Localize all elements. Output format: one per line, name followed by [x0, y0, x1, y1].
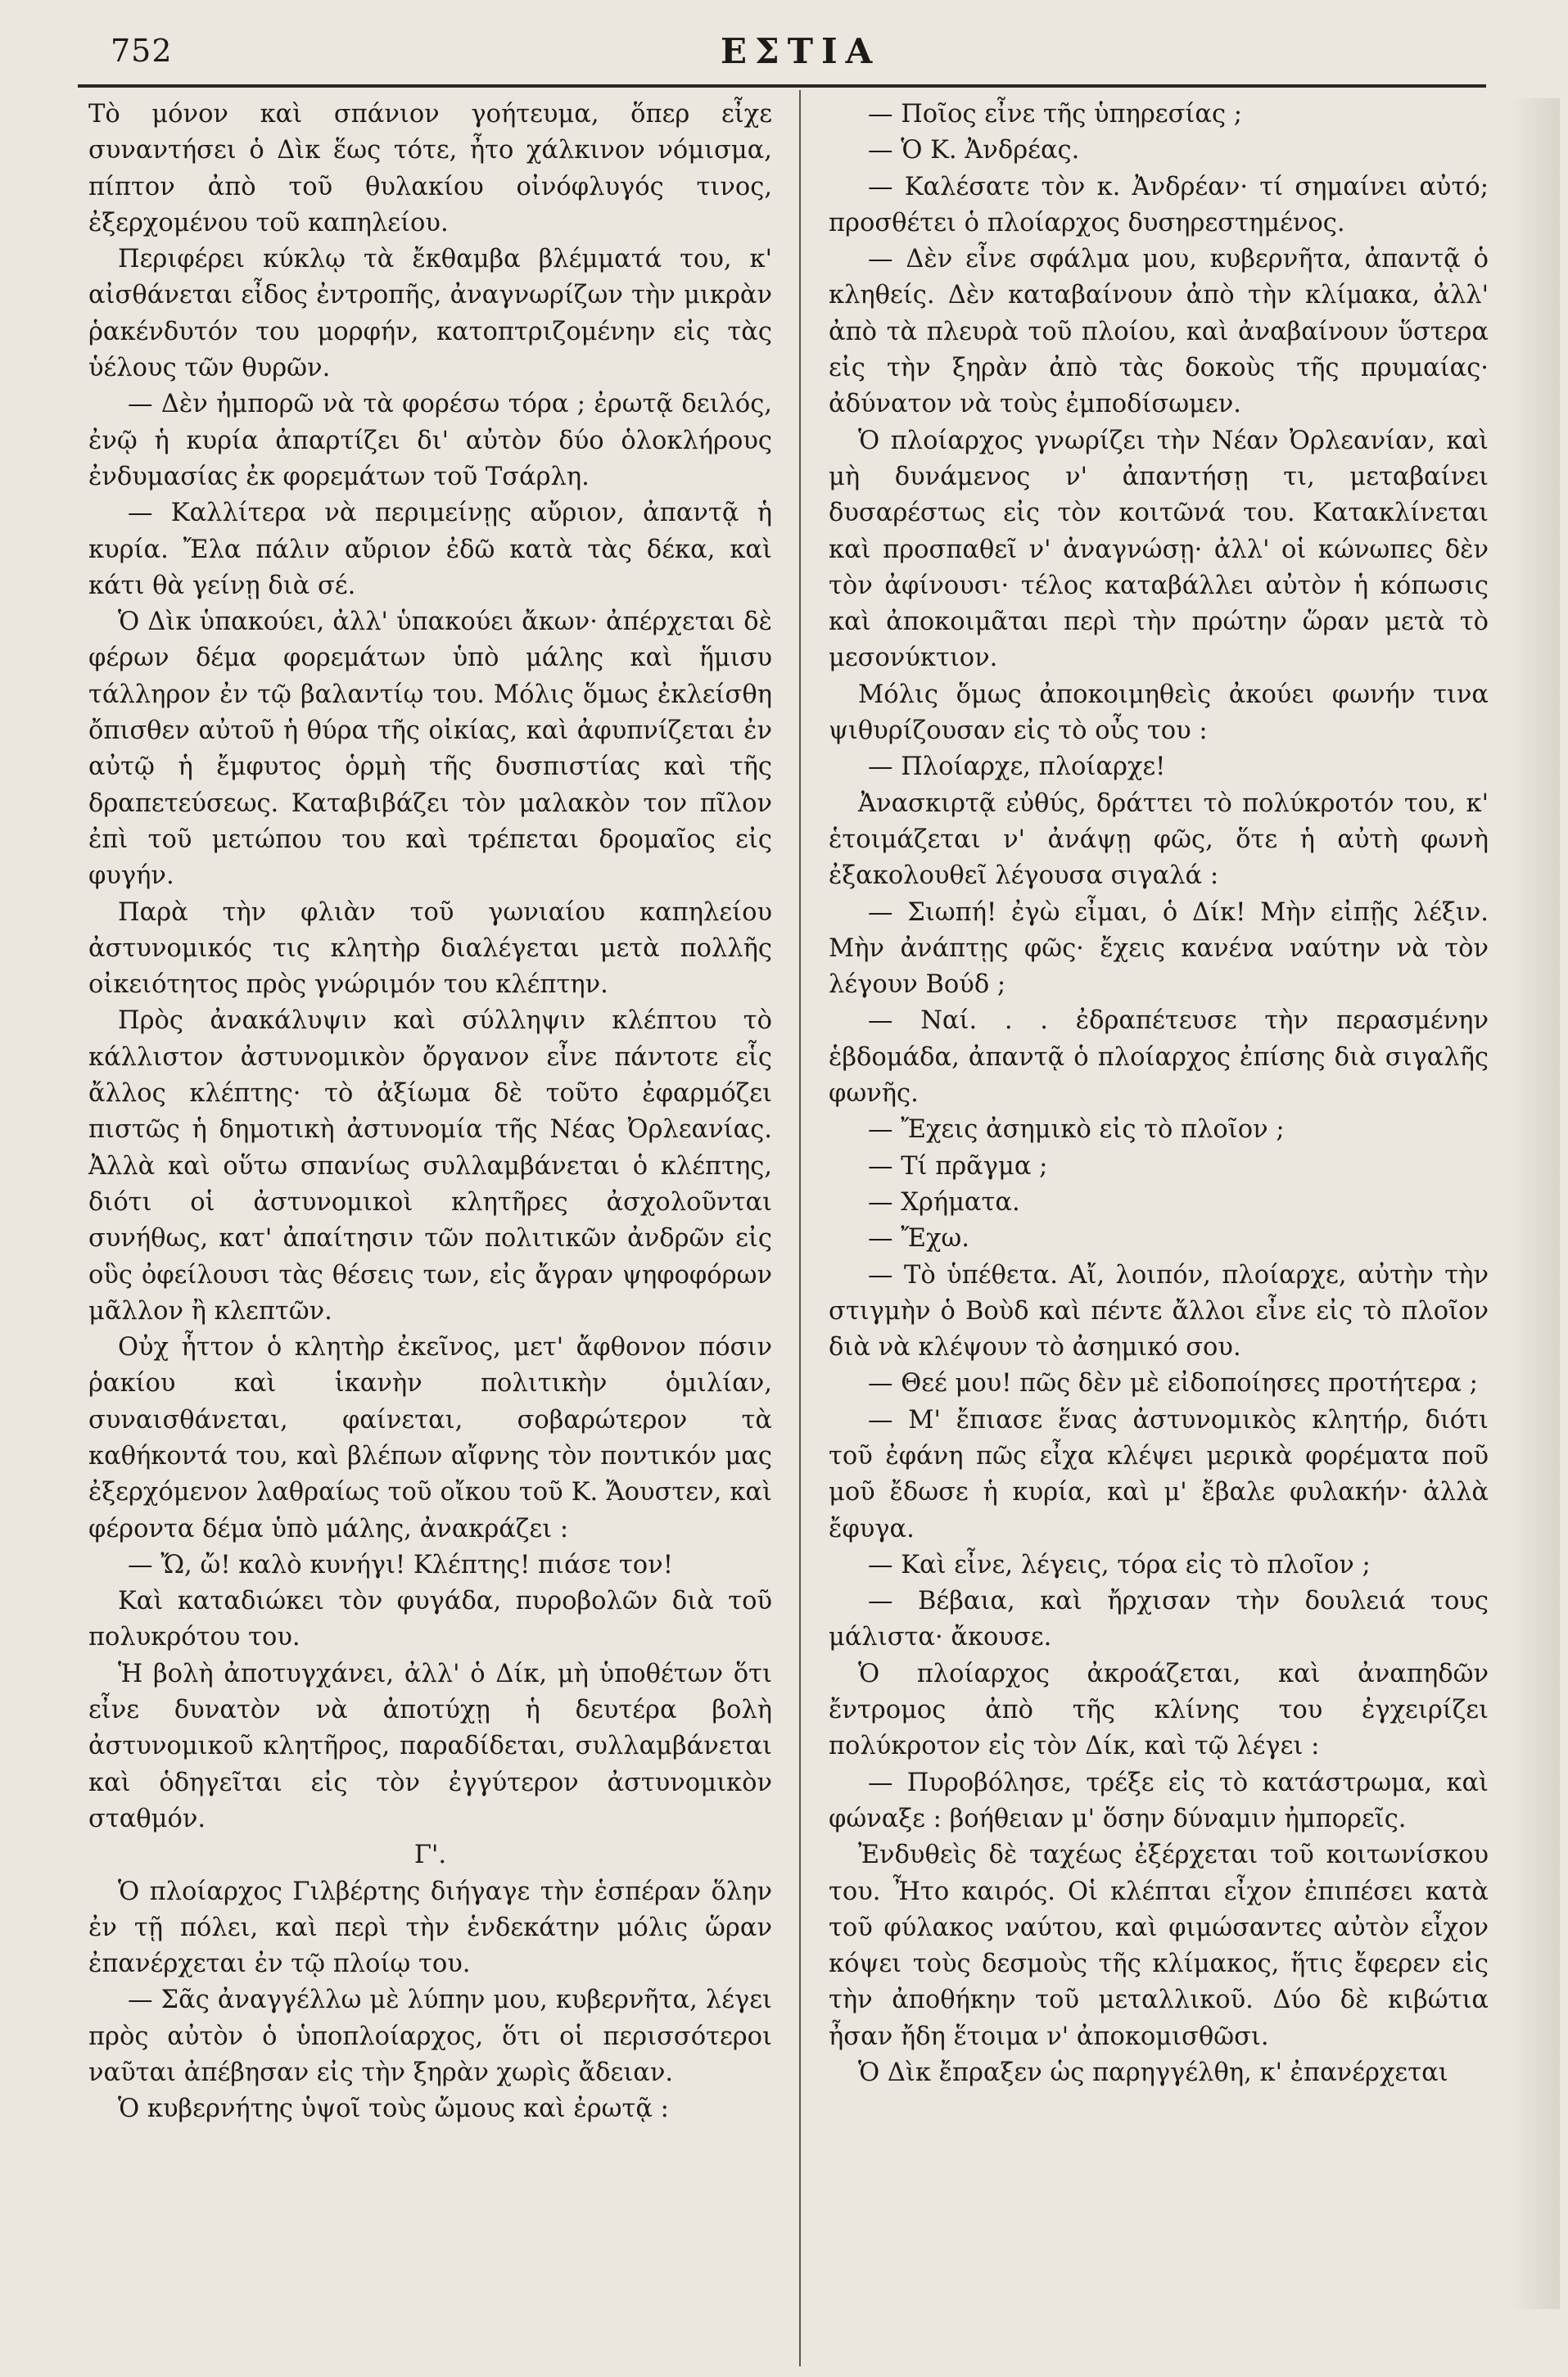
paragraph: Παρὰ τὴν φλιὰν τοῦ γωνιαίου καπηλείου ἀστυνομικός τις κλητὴρ διαλέγεται μετὰ πολλῆς οἰκειότητος πρὸς γνώριμόν του κλέπτην.	[88, 897, 772, 1000]
paragraph: — Βέβαια, καὶ ἤρχισαν τὴν δουλειά τους μάλιστα· ἄκουσε.	[829, 1587, 1489, 1652]
paragraph: — Καὶ εἶνε, λέγεις, τόρα εἰς τὸ πλοῖον ;	[868, 1550, 1371, 1579]
paragraph: — Θεέ μου! πῶς δὲν μὲ εἰδοποίησες προτήτερα ;	[868, 1369, 1478, 1399]
header-rule	[78, 84, 1486, 88]
left-column	[88, 97, 772, 2128]
paragraph: — Ποῖος εἶνε τῆς ὑπηρεσίας ;	[868, 100, 1242, 129]
section-heading: Γ'.	[413, 1841, 447, 1870]
paragraph: — Ὁ Κ. Ἀνδρέας.	[868, 136, 1080, 165]
paragraph: Τὸ μόνον καὶ σπάνιον γοήτευμα, ὅπερ εἶχε συναντήσει ὁ Δὶκ ἕως τότε, ἦτο χάλκινον νόμισμα, πίπτον ἀπὸ τοῦ θυλακίου οἰνόφλυγός τινος, ἐξερχομένου τοῦ καπηλείου.	[88, 100, 772, 237]
running-title: ΕΣΤΙΑ	[721, 31, 881, 71]
paragraph: Ἡ βολὴ ἀποτυγχάνει, ἀλλ' ὁ Δίκ, μὴ ὑποθέτων ὅτι εἶνε δυνατὸν νὰ ἀποτύχῃ ἡ δευτέρα βολὴ ἀστυνομικοῦ κλητῆρος, παραδίδεται, συλλαμβάνεται καὶ ὁδηγεῖται εἰς τὸν ἐγγύτερον ἀστυνομικὸν σταθμόν.	[88, 1659, 772, 1833]
paragraph: Ὁ Δὶκ ὑπακούει, ἀλλ' ὑπακούει ἄκων· ἀπέρχεται δὲ φέρων δέμα φορεμάτων ὑπὸ μάλης καὶ ἥμισυ τάλληρον ἐν τῷ βαλαντίῳ του. Μόλις ὅμως ἐκλείσθη ὄπισθεν αὐτοῦ ἡ θύρα τῆς οἰκίας, καὶ ἀφυπνίζεται ἐν αὐτῷ ἡ ἔμφυτος ὁρμὴ τῆς δυσπιστίας καὶ τῆς δραπετεύσεως. Καταβιβάζει τὸν μαλακὸν τον πῖλον ἐπὶ τοῦ μετώπου του καὶ τρέπεται δρομαῖος εἰς φυγήν.	[88, 608, 772, 891]
column-divider	[799, 90, 801, 2366]
paragraph: — Σιωπή! ἐγὼ εἶμαι, ὁ Δίκ! Μὴν εἰπῇς λέξιν. Μὴν ἀνάπτῃς φῶς· ἔχεις κανένα ναύτην νὰ τὸν λέγουν Βούδ ;	[829, 897, 1489, 1000]
paragraph: Πρὸς ἀνακάλυψιν καὶ σύλληψιν κλέπτου τὸ κάλλιστον ἀστυνομικὸν ὄργανον εἶνε πάντοτε εἷς ἄλλος κλέπτης· τὸ ἀξίωμα δὲ τοῦτο ἐφαρμόζει πιστῶς ἡ δημοτικὴ ἀστυνομία τῆς Νέας Ὀρλεανίας. Ἀλλὰ καὶ οὕτω σπανίως συλλαμβάνεται ὁ κλέπτης, διότι οἱ ἀστυνομικοὶ κλητῆρες ἀσχολοῦνται συνήθως, κατ' ἀπαίτησιν τῶν πολιτικῶν ἀνδρῶν εἰς οὓς ὀφείλουσι τὰς θέσεις των, εἰς ἄγραν ψηφοφόρων μᾶλλον ἢ κλεπτῶν.	[88, 1006, 772, 1326]
paragraph: Περιφέρει κύκλῳ τὰ ἔκθαμβα βλέμματά του, κ' αἰσθάνεται εἶδος ἐντροπῆς, ἀναγνωρίζων τὴν μικρὰν ῥακένδυτόν του μορφήν, κατοπτριζομένην εἰς τὰς ὑέλους τῶν θυρῶν.	[88, 245, 772, 383]
paragraph: — Δὲν ἠμπορῶ νὰ τὰ φορέσω τόρα ; ἐρωτᾷ δειλός, ἐνῷ ἡ κυρία ἀπαρτίζει δι' αὐτὸν δύο ὁλοκλήρους ἐνδυμασίας ἐκ φορεμάτων τοῦ Τσάρλη.	[88, 390, 772, 491]
paragraph: — Καλέσατε τὸν κ. Ἀνδρέαν· τί σημαίνει αὐτό; προσθέτει ὁ πλοίαρχος δυσηρεστημένος.	[829, 172, 1489, 237]
page-header	[0, 0, 1568, 82]
paragraph: Ἐνδυθεὶς δὲ ταχέως ἐξέρχεται τοῦ κοιτωνίσκου του. Ἦτο καιρός. Οἱ κλέπται εἶχον ἐπιπέσει κατὰ τοῦ φύλακος ναύτου, καὶ φιμώσαντες αὐτὸν εἶχον κόψει τοὺς δεσμοὺς τῆς κλίμακος, ἥτις ἔφερεν εἰς τὴν ἀποθήκην τοῦ μεταλλικοῦ. Δύο δὲ κιβώτια ἦσαν ἤδη ἕτοιμα ν' ἀποκομισθῶσι.	[829, 1841, 1489, 2051]
paragraph: — Ναί. . . ἐδραπέτευσε τὴν περασμένην ἑβδομάδα, ἀπαντᾷ ὁ πλοίαρχος ἐπίσης διὰ σιγαλῆς φωνῆς.	[829, 1006, 1489, 1109]
paragraph: — Ἔχεις ἀσημικὸ εἰς τὸ πλοῖον ;	[868, 1115, 1285, 1145]
paragraph: — Τὸ ὑπέθετα. Αἴ, λοιπόν, πλοίαρχε, αὐτὴν τὴν στιγμὴν ὁ Βοὺδ καὶ πέντε ἄλλοι εἶνε εἰς τὸ πλοῖον διὰ νὰ κλέψουν τὸ ἀσημικό σου.	[829, 1260, 1489, 1362]
paragraph: Οὐχ ἧττον ὁ κλητὴρ ἐκεῖνος, μετ' ἄφθονον πόσιν ῥακίου καὶ ἱκανὴν πολιτικὴν ὁμιλίαν, συναισθάνεται, φαίνεται, σοβαρώτερον τὰ καθήκοντά του, καὶ βλέπων αἴφνης τὸν ποντικόν μας ἐξερχόμενον λαθραίως τοῦ οἴκου τοῦ Κ. Ἄουστεν, καὶ φέροντα δέμα ὑπὸ μάλης, ἀνακράζει :	[88, 1333, 772, 1543]
paragraph: — Δὲν εἶνε σφάλμα μου, κυβερνῆτα, ἀπαντᾷ ὁ κληθείς. Δὲν καταβαίνουν ἀπὸ τὴν κλίμακα, ἀλλ' ἀπὸ τὰ πλευρὰ τοῦ πλοίου, καὶ ἀναβαίνουν ὕστερα εἰς τὴν ξηρὰν ἀπὸ τὰς δοκοὺς τῆς πρυμαίας· ἀδύνατον νὰ τοὺς ἐμποδίσωμεν.	[829, 245, 1489, 419]
paragraph: — Μ' ἔπιασε ἕνας ἀστυνομικὸς κλητήρ, διότι τοῦ ἐφάνη πῶς εἶχα κλέψει μερικὰ φορέματα ποῦ μοῦ ἔδωσε ἡ κυρία, καὶ μ' ἔβαλε φυλακήν· ἀλλὰ ἔφυγα.	[829, 1405, 1489, 1543]
paragraph: Μόλις ὅμως ἀποκοιμηθεὶς ἀκούει φωνήν τινα ψιθυρίζουσαν εἰς τὸ οὖς του :	[829, 680, 1489, 746]
page-edge-shadow	[1511, 98, 1560, 2309]
paragraph: — Ὤ, ὤ! καλὸ κυνήγι! Κλέπτης! πιάσε τον!	[128, 1550, 673, 1579]
paragraph: Ὁ πλοίαρχος ἀκροάζεται, καὶ ἀναπηδῶν ἔντρομος ἀπὸ τῆς κλίνης του ἐγχειρίζει πολύκροτον εἰς τὸν Δίκ, καὶ τῷ λέγει :	[829, 1659, 1489, 1761]
paragraph: Ὁ πλοίαρχος Γιλβέρτης διήγαγε τὴν ἑσπέραν ὅλην ἐν τῇ πόλει, καὶ περὶ τὴν ἑνδεκάτην μόλις ὥραν ἐπανέρχεται ἐν τῷ πλοίῳ του.	[88, 1877, 772, 1979]
paragraph: Καὶ καταδιώκει τὸν φυγάδα, πυροβολῶν διὰ τοῦ πολυκρότου του.	[88, 1587, 772, 1652]
paragraph: — Σᾶς ἀναγγέλλω μὲ λύπην μου, κυβερνῆτα, λέγει πρὸς αὐτὸν ὁ ὑποπλοίαρχος, ὅτι οἱ περισσότεροι ναῦται ἀπέβησαν εἰς τὴν ξηρὰν χωρὶς ἄδειαν.	[88, 1986, 772, 2088]
paragraph: — Χρήματα.	[868, 1187, 1020, 1217]
paragraph: — Ἔχω.	[868, 1224, 969, 1254]
right-column	[829, 97, 1489, 2091]
paragraph: — Καλλίτερα νὰ περιμείνῃς αὔριον, ἀπαντᾷ ἡ κυρία. Ἔλα πάλιν αὔριον ἐδῶ κατὰ τὰς δέκα, καὶ κάτι θὰ γείνῃ διὰ σέ.	[88, 499, 772, 600]
paragraph: Ὁ πλοίαρχος γνωρίζει τὴν Νέαν Ὀρλεανίαν, καὶ μὴ δυνάμενος ν' ἀπαντήσῃ τι, μεταβαίνει δυσαρέστως εἰς τὸν κοιτῶνά του. Κατακλίνεται καὶ προσπαθεῖ ν' ἀναγνώσῃ· ἀλλ' οἱ κώνωπες δὲν τὸν ἀφίνουσι· τέλος καταβάλλει αὐτὸν ἡ κόπωσις καὶ ἀποκοιμᾶται περὶ τὴν πρώτην ὥραν μετὰ τὸ μεσονύκτιον.	[829, 426, 1489, 673]
paragraph: — Πλοίαρχε, πλοίαρχε!	[868, 752, 1166, 782]
paragraph: Ὁ Δὶκ ἔπραξεν ὡς παρηγγέλθη, κ' ἐπανέρχεται	[858, 2058, 1448, 2088]
paragraph: Ἀνασκιρτᾷ εὐθύς, δράττει τὸ πολύκροτόν του, κ' ἑτοιμάζεται ν' ἀνάψῃ φῶς, ὅτε ἡ αὐτὴ φωνὴ ἐξακολουθεῖ λέγουσα σιγαλά :	[829, 789, 1489, 891]
paragraph: — Πυροβόλησε, τρέξε εἰς τὸ κατάστρωμα, καὶ φώναξε : βοήθειαν μ' ὅσην δύναμιν ἠμπορεῖς.	[829, 1768, 1489, 1833]
page-number: 752	[111, 33, 173, 69]
paragraph: — Τί πρᾶγμα ;	[868, 1151, 1048, 1181]
paragraph: Ὁ κυβερνήτης ὑψοῖ τοὺς ὤμους καὶ ἐρωτᾷ :	[118, 2095, 669, 2124]
